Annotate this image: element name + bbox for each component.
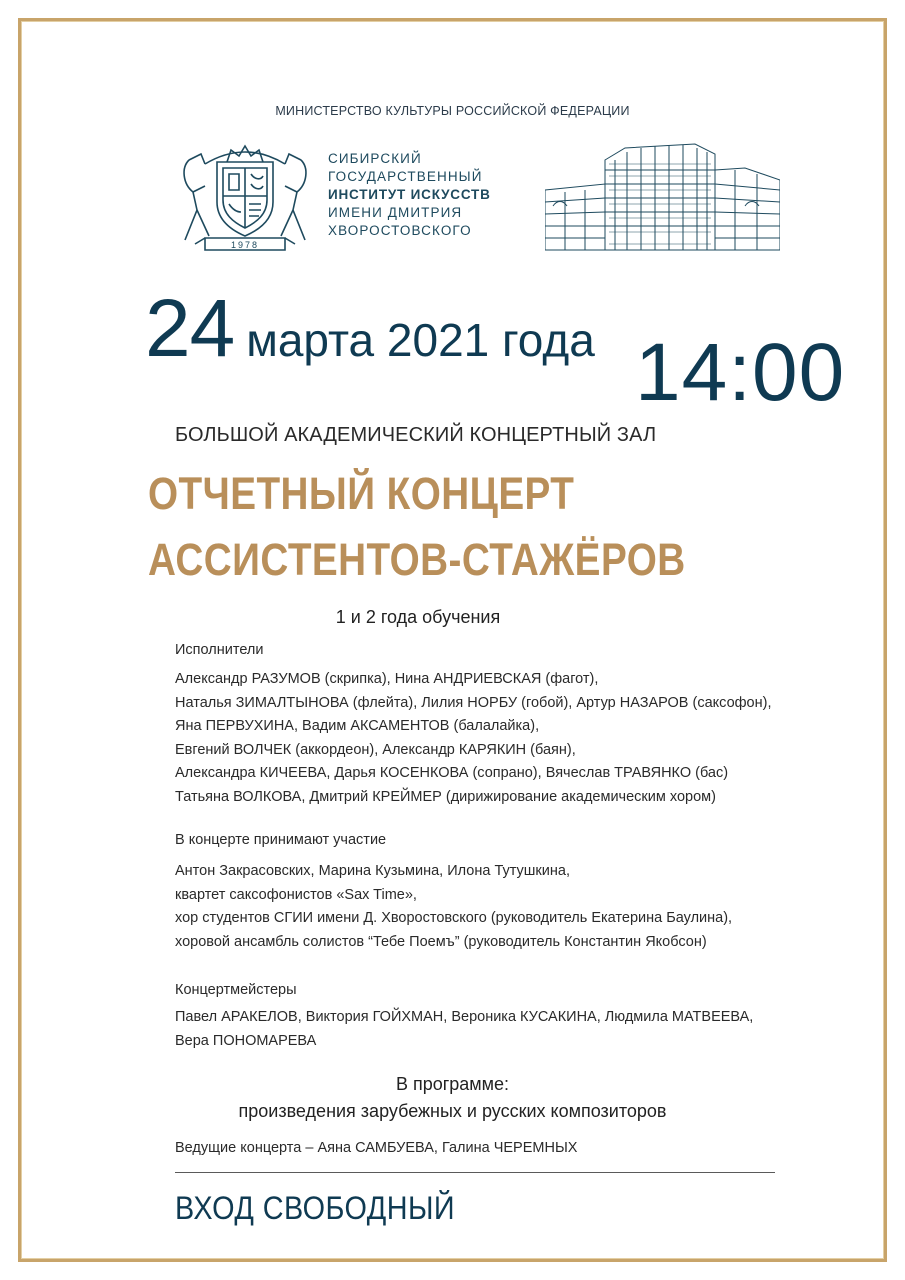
performers-label: Исполнители <box>175 642 264 658</box>
accompanists-list <box>175 1006 753 1053</box>
participant-line: квартет саксофонистов «Sax Time», <box>175 886 417 903</box>
title-line-2: АССИСТЕНТОВ-СТАЖЁРОВ <box>148 534 686 585</box>
divider-line <box>175 1172 775 1173</box>
study-years: 1 и 2 года обучения <box>335 607 501 627</box>
institute-name <box>328 150 528 240</box>
date-month-year: марта 2021 года <box>246 314 595 366</box>
concert-hall-building-illustration <box>545 140 780 255</box>
concert-time: 14:00 <box>635 327 846 418</box>
institute-line-2: ГОСУДАРСТВЕННЫЙ <box>328 169 483 184</box>
institute-line-3: ИНСТИТУТ ИСКУССТВ <box>328 187 491 202</box>
venue-hall: БОЛЬШОЙ АКАДЕМИЧЕСКИЙ КОНЦЕРТНЫЙ ЗАЛ <box>175 424 657 446</box>
performer-line: Евгений ВОЛЧЕК (аккордеон), Александр КАРЯКИН (баян), <box>175 741 576 758</box>
title-line-1: ОТЧЕТНЫЙ КОНЦЕРТ <box>148 468 575 519</box>
institute-crest-logo <box>175 140 315 256</box>
institute-line-4: ИМЕНИ ДМИТРИЯ <box>328 205 463 220</box>
accompanist-line: Вера ПОНОМАРЕВА <box>175 1032 317 1049</box>
program-text: произведения зарубежных и русских композиторов <box>238 1101 667 1121</box>
institute-line-5: ХВОРОСТОВСКОГО <box>328 223 472 238</box>
performer-line: Александр РАЗУМОВ (скрипка), Нина АНДРИЕВСКАЯ (фагот), <box>175 671 599 687</box>
participants-list <box>175 860 732 954</box>
program-description <box>0 1071 905 1125</box>
performer-line: Александра КИЧЕЕВА, Дарья КОСЕНКОВА (сопрано), Вячеслав ТРАВЯНКО (бас) <box>175 765 729 781</box>
crest-year: 1978 <box>230 240 260 250</box>
participant-line: хоровой ансамбль солистов “Тебе Поемъ” (руководитель Константин Якобсон) <box>175 933 707 950</box>
performer-line: Наталья ЗИМАЛТЫНОВА (флейта), Лилия НОРБУ (гобой), Артур НАЗАРОВ (саксофон), <box>175 694 772 711</box>
concert-title <box>148 461 750 593</box>
accompanists-label: Концертмейстеры <box>175 982 297 998</box>
institute-line-1: СИБИРСКИЙ <box>328 151 422 166</box>
performers-list <box>175 668 772 809</box>
date-day: 24 <box>145 283 235 374</box>
concert-hosts: Ведущие концерта – Аяна САМБУЕВА, Галина ЧЕРЕМНЫХ <box>175 1140 578 1156</box>
program-heading: В программе: <box>395 1074 510 1094</box>
performer-line: Яна ПЕРВУХИНА, Вадим АКСАМЕНТОВ (балалайка), <box>175 718 540 734</box>
performer-line: Татьяна ВОЛКОВА, Дмитрий КРЕЙМЕР (дирижирование академическим хором) <box>175 788 716 805</box>
ministry-header: МИНИСТЕРСТВО КУЛЬТУРЫ РОССИЙСКОЙ ФЕДЕРАЦИИ <box>275 104 630 118</box>
free-entry-notice: ВХОД СВОБОДНЫЙ <box>175 1190 456 1226</box>
participant-line: Антон Закрасовских, Марина Кузьмина, Илона Тутушкина, <box>175 863 570 879</box>
concert-date <box>145 282 595 376</box>
participants-label: В концерте принимают участие <box>175 832 387 848</box>
participant-line: хор студентов СГИИ имени Д. Хворостовского (руководитель Екатерина Баулина), <box>175 910 733 926</box>
accompanist-line: Павел АРАКЕЛОВ, Виктория ГОЙХМАН, Вероника КУСАКИНА, Людмила МАТВЕЕВА, <box>175 1009 754 1025</box>
